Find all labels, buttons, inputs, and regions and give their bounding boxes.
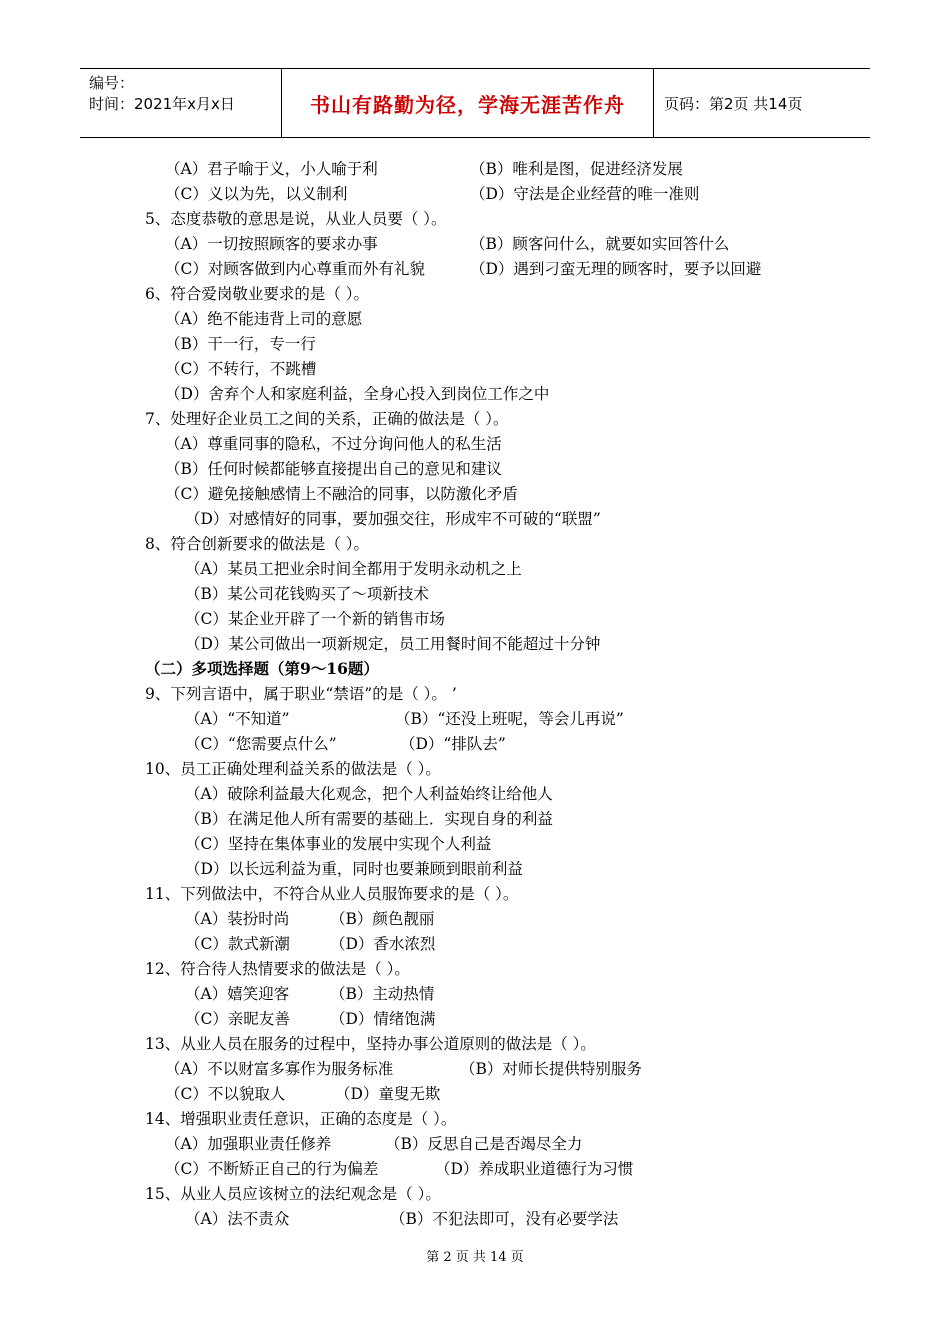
text-line: （B）某公司花钱购买了～项新技术 <box>185 585 429 603</box>
text-line: 13、从业人员在服务的过程中，坚持办事公道原则的做法是（ ）。 <box>145 1035 596 1053</box>
page-header <box>80 68 870 138</box>
text-line: （B）干一行，专一行 <box>165 335 316 353</box>
text-line: （C）不断矫正自己的行为偏差 <box>165 1160 379 1178</box>
text-line: 6、符合爱岗敬业要求的是（ ）。 <box>145 285 370 303</box>
text-line: （D）守法是企业经营的唯一准则 <box>470 185 700 203</box>
text-line: （B）顾客问什么，就要如实回答什么 <box>470 235 730 253</box>
text-line: （D）某公司做出一项新规定，员工用餐时间不能超过十分钟 <box>185 635 601 653</box>
page-footer: 第 2 页 共 14 页 <box>426 1250 524 1265</box>
text-line: （D）舍弃个人和家庭利益，全身心投入到岗位工作之中 <box>165 385 550 403</box>
text-line: （C）某企业开辟了一个新的销售市场 <box>185 610 445 628</box>
document-date: 时间：2021年x月x日 <box>89 95 235 113</box>
text-line: （D）以长远利益为重，同时也要兼顾到眼前利益 <box>185 860 523 878</box>
text-line: 7、处理好企业员工之间的关系，正确的做法是（ ）。 <box>145 410 509 428</box>
text-line: 5、态度恭敬的意思是说，从业人员要（ ）。 <box>145 210 447 228</box>
text-line: （B）唯利是图，促进经济发展 <box>470 160 683 178</box>
text-line: 10、员工正确处理利益关系的做法是（ ）。 <box>145 760 441 778</box>
text-line: （C）不以貌取人 <box>165 1085 286 1103</box>
text-line: （C）款式新潮 <box>185 935 290 953</box>
text-line: （D）香水浓烈 <box>330 935 436 953</box>
text-line: （A）君子喻于义，小人喻于利 <box>165 160 378 178</box>
text-line: （A）不以财富多寡作为服务标准 <box>165 1060 394 1078</box>
text-line: （D）“排队去” <box>400 735 506 753</box>
text-line: （D）对感情好的同事，要加强交往，形成牢不可破的“联盟” <box>185 510 601 528</box>
text-line: （C）坚持在集体事业的发展中实现个人利益 <box>185 835 492 853</box>
header-motto: 书山有路勤为径，学海无涯苦作舟 <box>282 69 654 137</box>
text-line: （B）主动热情 <box>330 985 435 1003</box>
text-line: （D）遇到刁蛮无理的顾客时，要予以回避 <box>470 260 762 278</box>
text-line: （A）法不责众 <box>185 1210 290 1228</box>
text-line: （B）任何时候都能够直接提出自己的意见和建议 <box>165 460 502 478</box>
text-line: （C）亲昵友善 <box>185 1010 290 1028</box>
text-line: （B）“还没上班呢，等会儿再说” <box>395 710 624 728</box>
text-line: 11、下列做法中，不符合从业人员服饰要求的是（ ）。 <box>145 885 519 903</box>
text-line: （C）不转行，不跳槽 <box>165 360 317 378</box>
text-line: （A）装扮时尚 <box>185 910 290 928</box>
header-page-info: 页码：第2页 共14页 <box>664 94 803 113</box>
text-line: （C）避免接触感情上不融洽的同事，以防激化矛盾 <box>165 485 518 503</box>
section-heading: （二）多项选择题（第9～16题） <box>145 659 379 678</box>
text-line: （A）一切按照顾客的要求办事 <box>165 235 378 253</box>
text-line: 15、从业人员应该树立的法纪观念是（ ）。 <box>145 1185 441 1203</box>
text-line: （C）义以为先，以义制利 <box>165 185 348 203</box>
text-line: （B）在满足他人所有需要的基础上．实现自身的利益 <box>185 810 553 828</box>
text-line: （A）加强职业责任修养 <box>165 1135 332 1153</box>
text-line: （B）颜色靓丽 <box>330 910 435 928</box>
text-line: 9、下列言语中，属于职业“禁语”的是（ ）。 ’ <box>145 685 457 703</box>
text-line: （A）嬉笑迎客 <box>185 985 290 1003</box>
text-line: （B）不犯法即可，没有必要学法 <box>390 1210 619 1228</box>
text-line: （B）对师长提供特别服务 <box>460 1060 642 1078</box>
text-line: （C）对顾客做到内心尊重而外有礼貌 <box>165 260 425 278</box>
text-line: （B）反思自己是否竭尽全力 <box>385 1135 583 1153</box>
text-line: （C）“您需要点什么” <box>185 735 337 753</box>
text-line: 8、符合创新要求的做法是（ ）。 <box>145 535 370 553</box>
text-line: （A）破除利益最大化观念，把个人利益始终让给他人 <box>185 785 553 803</box>
text-line: （A）“不知道” <box>185 710 290 728</box>
document-number: 编号： <box>89 74 135 92</box>
text-line: （A）某员工把业余时间全都用于发明永动机之上 <box>185 560 522 578</box>
text-line: 12、符合待人热情要求的做法是（ ）。 <box>145 960 410 978</box>
text-line: （D）养成职业道德行为习惯 <box>435 1160 634 1178</box>
text-line: （A）绝不能违背上司的意愿 <box>165 310 363 328</box>
text-line: 14、增强职业责任意识，正确的态度是（ ）。 <box>145 1110 457 1128</box>
text-line: （D）童叟无欺 <box>335 1085 441 1103</box>
text-line: （A）尊重同事的隐私，不过分询问他人的私生活 <box>165 435 502 453</box>
text-line: （D）情绪饱满 <box>330 1010 436 1028</box>
header-meta <box>80 69 282 137</box>
